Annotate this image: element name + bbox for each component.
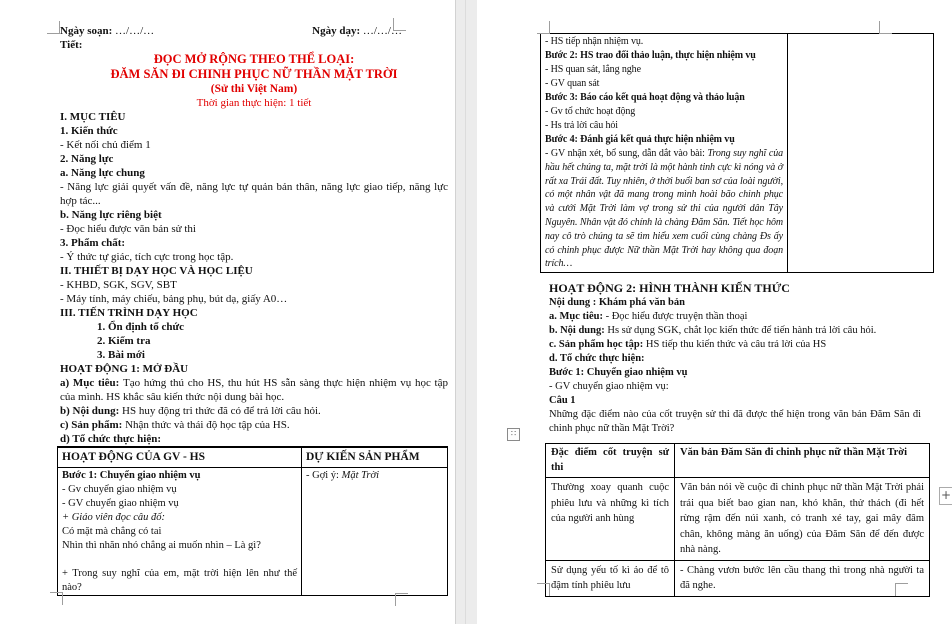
table-header-row [546,444,930,478]
paragraph [62,553,297,567]
page-gap [455,0,479,624]
cell-du-kien [302,468,448,596]
table-row [546,478,930,561]
section-list-a [60,110,448,320]
cell-feature-2 [546,560,675,596]
crop-mark-bottom-left [50,592,63,605]
page-edge-shadow [465,0,466,624]
crop-mark-top-right [879,21,892,34]
table-header-row [58,447,448,468]
ngay-soan [60,24,154,38]
paragraph: + Trong suy nghĩ của em, mặt trời hiện lên như thế nào? [62,568,297,593]
paragraph: - KHBD, SGK, SGV, SBT [60,279,177,291]
paragraph: 2. Năng lực [60,153,114,165]
paragraph: - Ý thức tự giác, tích cực trong học tập. [60,251,234,263]
header-cell-dac-diem [546,444,675,478]
paragraph: - Kết nối chủ điểm 1 [60,139,151,151]
crop-mark-bottom-left [537,583,550,596]
paragraph: Bước 1: Chuyển giao nhiệm vụ [62,470,201,481]
lesson-title-line4: Thời gian thực hiện: 1 tiết [196,97,312,109]
paragraph: b) Nội dung: HS huy động tri thức đã có để trả lời câu hỏi. [60,405,321,417]
cell-text: Văn bản nói về cuộc đi chinh phục nữ thần Mặt Trời phải trải qua biết bao gian nan, khó khăn, thử thách (đi hết rừng rậm đến núi xanh, cỏ tranh xé tay, gai mây đâm chân, không màng ăn uống) của Đăm Săn để đến được nhà nàng. [680,482,924,556]
header-text: Văn bản Đăm Săn đi chinh phục nữ thần Mặt Trời [680,447,908,459]
paragraph: Những đặc điểm nào của cốt truyện sử thi đã được thể hiện trong văn bản Đăm Săn đi chinh phục nữ thần Mặt Trời? [549,409,921,435]
paragraph: + Giáo viên đọc câu đố: [62,512,166,523]
epic-features-table [545,443,930,597]
crop-mark-top-left [537,21,550,34]
paragraph: - GV chuyển giao nhiệm vụ [62,498,179,509]
paragraph: - Đọc hiểu được văn bản sử thi [60,223,196,235]
paragraph: Câu 1 [549,395,576,407]
cell-text: - Chàng vươn bước lên cầu thang thì trong nhà người ta đã nghe. [680,564,924,592]
page-2-content [477,0,952,597]
paragraph: - GV chuyển giao nhiệm vụ: [549,381,669,393]
ngay-soan-label: Ngày soạn: [60,25,113,37]
cell-paragraphs [545,35,783,271]
insert-plus-button[interactable]: + [939,487,952,505]
cell-gv-hs-continued [541,34,788,273]
paragraph: d) Tổ chức thực hiện: [60,433,162,445]
paragraph: Bước 3: Báo cáo kết quả hoạt động và thảo luận [545,92,745,103]
paragraph: II. THIẾT BỊ DẠY HỌC VÀ HỌC LIỆU [60,265,253,277]
cell-gv-hs [58,468,302,596]
paragraph: a. Năng lực chung [60,167,145,179]
cell-du-kien-empty [788,34,934,273]
document-page-2[interactable] [477,0,952,624]
paragraph: a) Mục tiêu: Tạo hứng thú cho HS, thu hút HS sẵn sàng thực hiện nhiệm vụ học tập của mình. HS khắc sâu kiến thức nội dung bài học. [60,377,448,403]
paragraph: Bước 2: HS trao đổi thảo luận, thực hiện nhiệm vụ [545,50,756,61]
paragraph: III. TIẾN TRÌNH DẠY HỌC [60,307,198,319]
cell-evidence-2 [675,560,930,596]
paragraph: I. MỤC TIÊU [60,111,126,123]
section-list-b [60,362,448,446]
cell-paragraphs [62,469,297,594]
ngay-day [312,24,402,38]
crop-mark-top-right [393,18,406,31]
header-cell-van-ban [675,444,930,478]
paragraph: - HS quan sát, lắng nghe [545,64,641,75]
paragraph: - GV nhận xét, bổ sung, dẫn dắt vào bài: Trong suy nghĩ của hầu hết chúng ta, mặt trời là một hành tinh cực kì nóng và ở rất xa Trái đất. Tuy nhiên, ở thời buổi ban sơ của loài người, có một nhân vật đã mang trong mình hoài bão chinh phục và cưới Mặt Trời làm vợ trong sử thi của người dân Tây Nguyên. Nhân vật đó chính là chàng Đăm Săn. Tiết học hôm nay cô trò chúng ta sẽ tìm hiểu xem cuối cùng chàng Đs ấy có chinh phục được Nữ thần Mặt Trời hay không qua đoạn trích… [545,148,783,270]
paragraph: Có mặt mà chẳng có tai [62,526,162,537]
cell-text: Sử dụng yếu tố kì ảo để tô đậm tính phiêu lưu [551,564,669,592]
crop-mark-bottom-right [895,583,908,596]
paragraph: - Hs trả lời câu hỏi [545,120,618,131]
tiet-label: Tiết: [60,39,83,51]
meta-row [60,24,448,38]
header-cell-du-kien: DỰ KIẾN SẢN PHẨM [302,447,448,468]
paragraph: 2. Kiểm tra [97,335,151,347]
cell-evidence-1 [675,478,930,561]
paragraph: 1. Kiến thức [60,125,118,137]
cell-paragraphs [306,469,443,483]
ngay-soan-value: …/…/… [115,25,155,37]
paragraph: - Năng lực giải quyết vấn đề, năng lực tự quản bản thân, năng lực giao tiếp, năng lực hợp tác... [60,181,448,207]
paragraph: Bước 1: Chuyển giao nhiệm vụ [549,367,688,379]
section-list-indented [60,320,448,362]
cell-text: Thường xoay quanh cuộc phiêu lưu và những kì tích của người anh hùng [551,482,669,525]
crop-mark-bottom-right [395,593,408,606]
cell-feature-1 [546,478,675,561]
paragraph: - Gv tổ chức hoạt động [545,106,636,117]
paragraph: Nội dung : Khám phá văn bản [549,297,685,309]
paragraph: - GV quan sát [545,78,600,89]
paragraph: b. Năng lực riêng biệt [60,209,162,221]
paragraph: c) Sản phẩm: Nhận thức và thái độ học tập của HS. [60,419,290,431]
paragraph: - Gv chuyển giao nhiệm vụ [62,484,177,495]
paragraph: d. Tổ chức thực hiện: [549,353,645,365]
lesson-title-line2: ĐĂM SĂN ĐI CHINH PHỤC NỮ THẦN MẶT TRỜI [110,67,398,81]
paragraph: b. Nội dung: Hs sử dụng SGK, chắt lọc kiến thức để tiến hành trả lời câu hỏi. [549,325,877,337]
activity2-title: HOẠT ĐỘNG 2: HÌNH THÀNH KIẾN THỨC [549,281,790,296]
table-row [58,468,448,596]
document-page-1[interactable] [0,0,455,624]
ngay-day-label: Ngày dạy: [312,25,361,37]
paragraph: - Gợi ý: Mặt Trời [306,470,379,481]
table-move-handle-icon[interactable]: ∷ [507,428,520,441]
activity1-table-continued [540,33,934,273]
lesson-title-block [60,52,448,110]
lesson-title-line1: ĐỌC MỞ RỘNG THEO THỂ LOẠI: [153,52,355,66]
activity2-paragraphs [549,296,921,436]
header-cell-gv-hs: HOẠT ĐỘNG CỦA GV - HS [58,447,302,468]
header-text: Đặc điểm cốt truyện sử thi [551,447,669,473]
paragraph: Bước 4: Đánh giá kết quả thực hiện nhiệm vụ [545,134,735,145]
table-row [541,34,934,273]
paragraph: - HS tiếp nhận nhiệm vụ. [545,36,644,47]
paragraph: Nhìn thì nhăn nhó chẳng ai muốn nhìn – Là gì? [62,540,261,551]
paragraph: 3. Phẩm chất: [60,237,126,249]
page-1-content [0,0,455,596]
ngay-day-value: …/…/… [362,25,402,37]
paragraph: HOẠT ĐỘNG 1: MỞ ĐẦU [60,363,189,375]
paragraph: a. Mục tiêu: - Đọc hiểu được truyện thần thoại [549,311,748,323]
paragraph: c. Sản phẩm học tập: HS tiếp thu kiến thức và câu trả lời của HS [549,339,827,351]
paragraph: 3. Bài mới [97,349,145,361]
table-row [546,560,930,596]
crop-mark-top-left [47,21,60,34]
paragraph: 1. Ổn định tổ chức [97,321,184,333]
activity2-block [549,281,921,436]
activity1-table [57,446,448,596]
paragraph: - Máy tính, máy chiếu, bảng phụ, bút dạ, giấy A0… [60,293,288,305]
lesson-title-line3: (Sử thi Việt Nam) [210,83,298,95]
